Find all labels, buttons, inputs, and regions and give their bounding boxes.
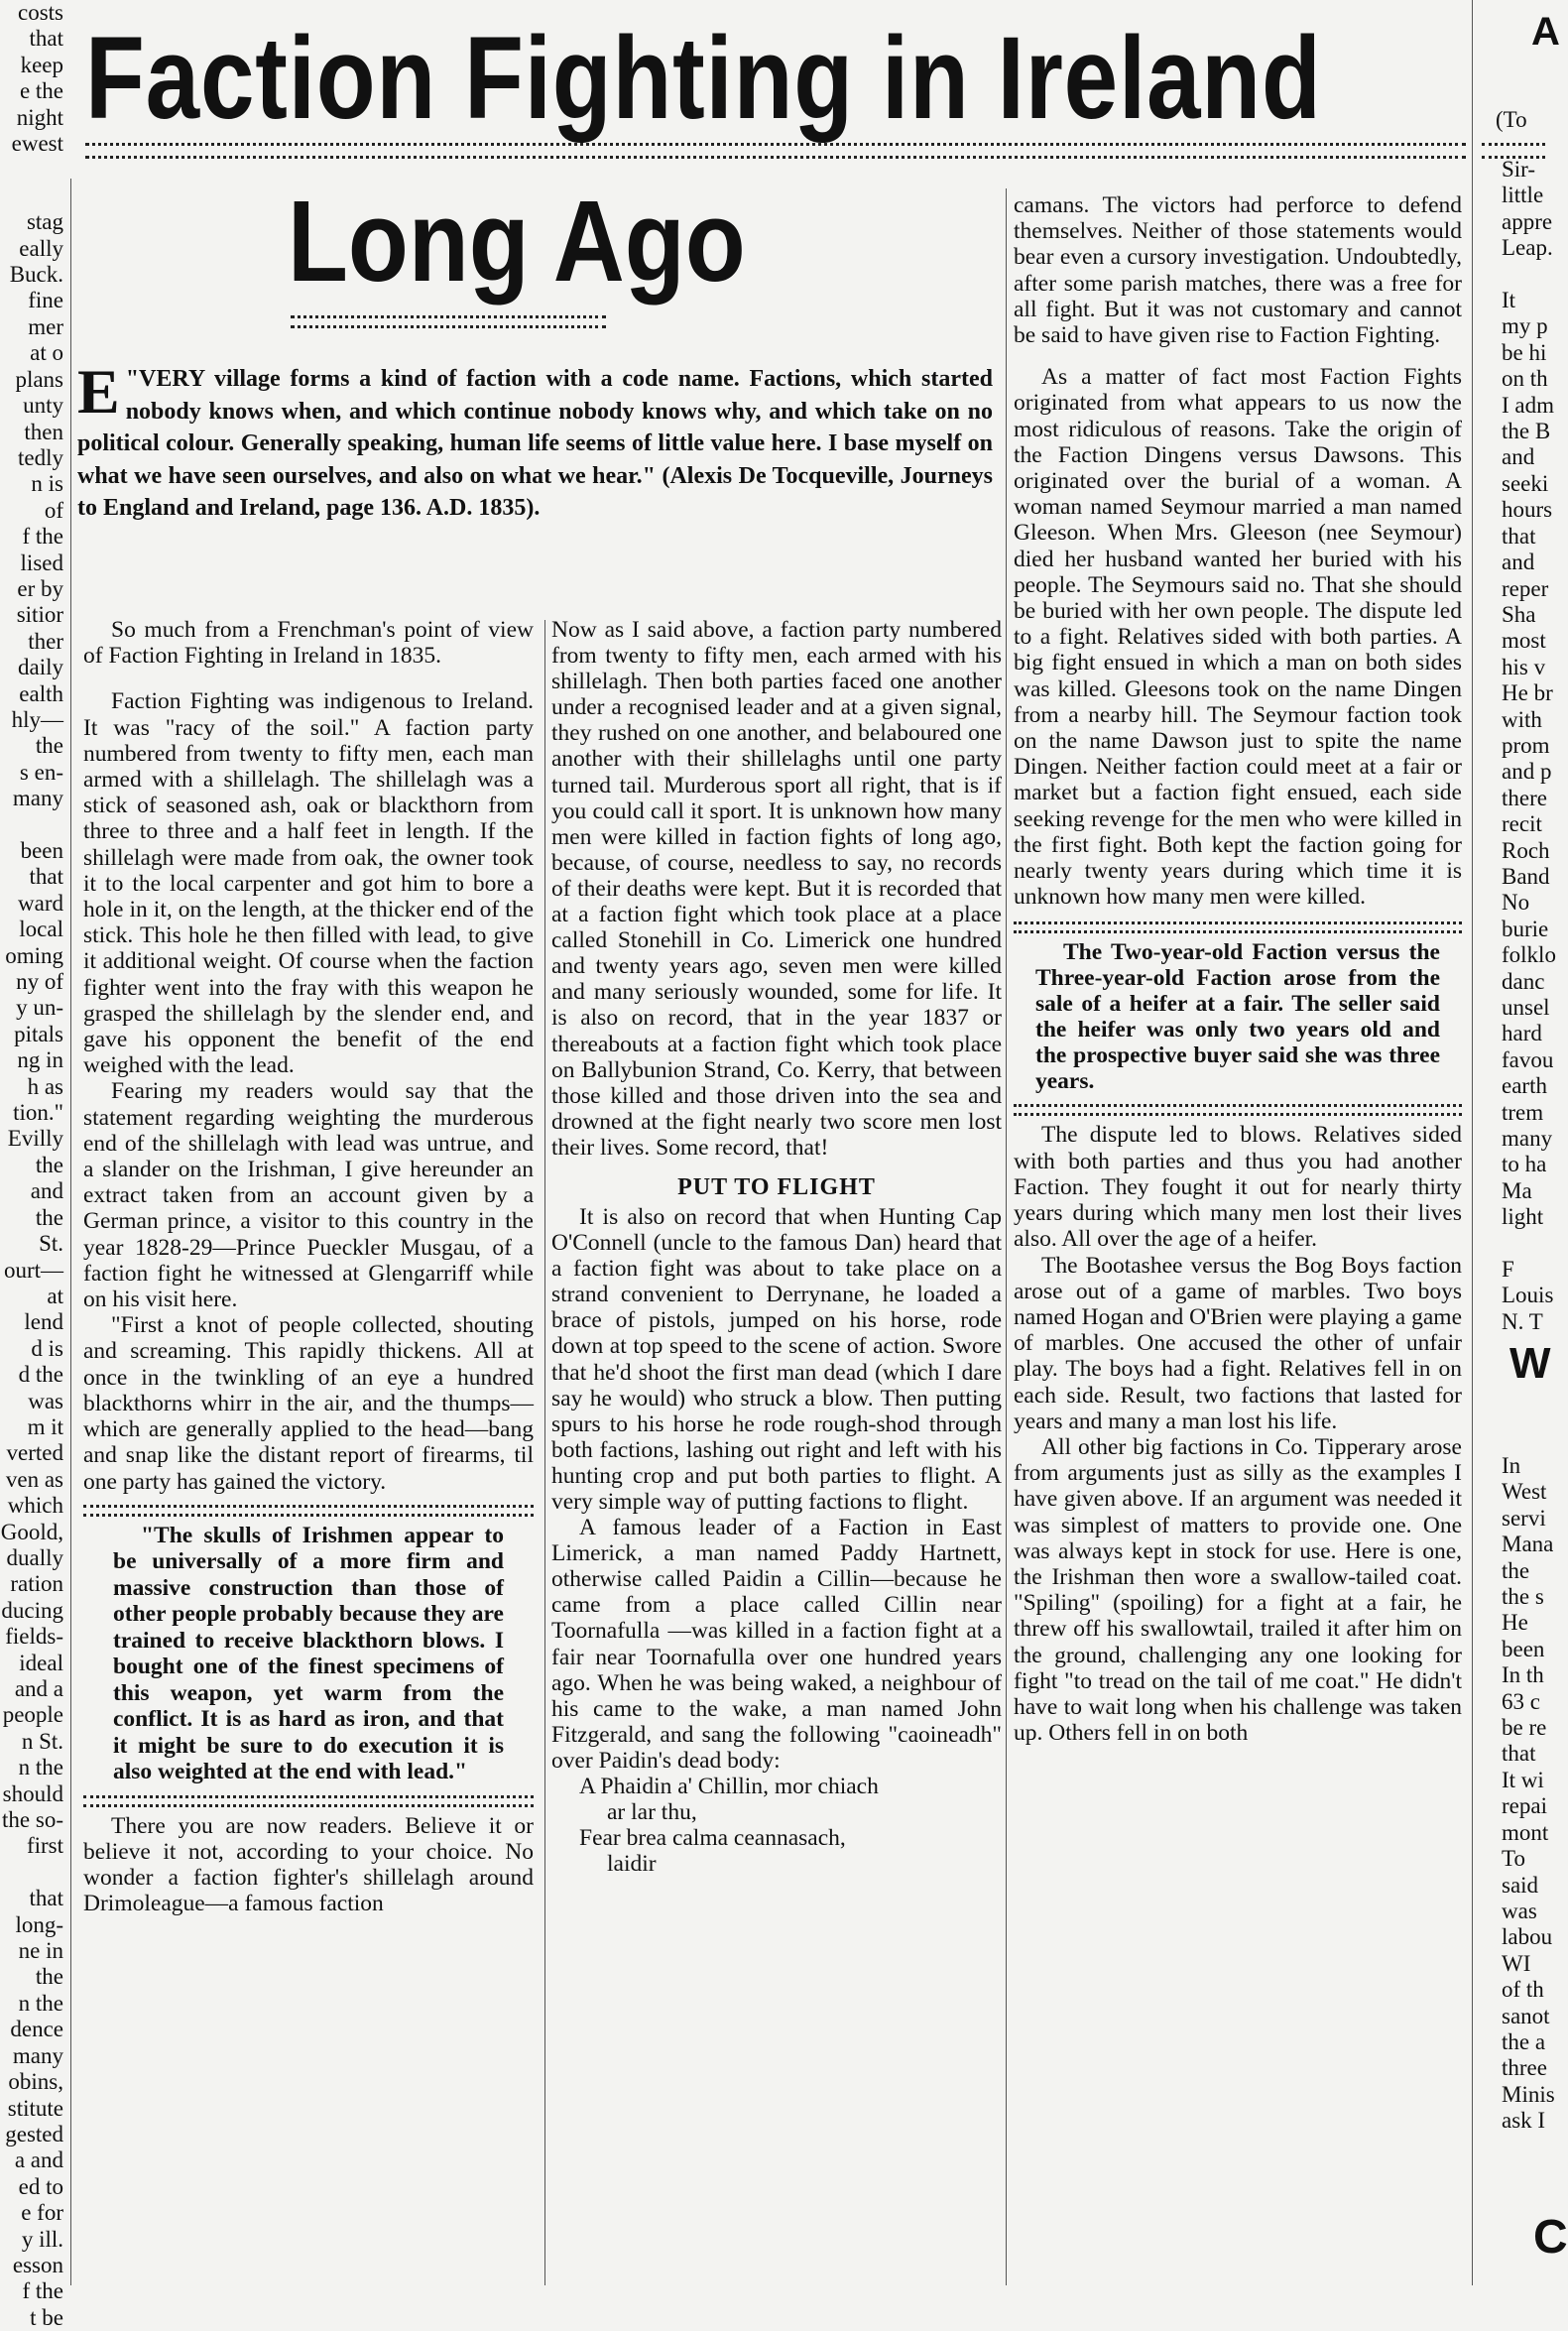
fragment-line: Evilly (7, 1126, 63, 1152)
fragment-line (1502, 1231, 1556, 1257)
fragment-line: lend (24, 1309, 63, 1335)
boxed-paragraph: The Two-year-old Faction versus the Three-year-old Faction arose from the sale of a heifer at a fair. The seller said the heifer was only two years old and the prospective buyer said she was three years. (1035, 939, 1440, 1095)
fragment-line: many (1502, 1126, 1553, 1152)
paragraph: Fearing my readers would say that the statement regarding weighting the murderous end of the shillelagh with lead was untrue, and a slander on the Irishman, I give hereunder an extract taken from an account given by a German prince, a visitor to this country in the year 1828-29—Prince Pueckler Musgau, of a faction fight he witnessed at Glengarriff while on his visit here. (83, 1078, 534, 1313)
fragment-line: people (2, 1702, 63, 1728)
fragment-line: It wi (1502, 1767, 1544, 1792)
fragment-line: Leap. (1502, 235, 1553, 261)
fragment-line: e for (21, 2200, 63, 2226)
fragment-line: hard (1502, 1021, 1542, 1046)
column-rule-2 (1006, 188, 1007, 2285)
paragraph: There you are now readers. Believe it or believe it not, according to your choice. No wonder a faction fighter's shillelagh around Drimoleague—a famous faction (83, 1812, 534, 1917)
fragment-line: daily (18, 655, 63, 680)
intro-quote (77, 356, 994, 633)
fragment-line: favou (1502, 1046, 1554, 1072)
verse-line: Fear brea calma ceannasach, (579, 1825, 846, 1852)
paragraph: Now as I said above, a faction party numbered from twenty to fifty men, each armed with his shillelagh. Then both parties faced one another under a recognised leader and at a given signal, they rushed on one another, and belaboured one another with their shillelaghs until one party turned tail. Murderous sport all right, that is if you could call it sport. It is unknown how many men were killed in faction fights of long ago, because, of course, needless to say, no records of their deaths were kept. But it is recorded that at a faction fight which took place at a place called Stonehill in Co. Limerick one hundred and twenty years ago, seven men were killed and many seriously wounded, some for life. It is also on record, that in the year 1837 or thereabouts at a faction fight which took place on Ballybunion Strand, Co. Kerry, that between those killed and those driven into the sea and drowned at the fight nearly two score men lost their lives. Some record, that! (551, 617, 1002, 1161)
fragment-line: ng in (17, 1047, 63, 1073)
fragment-line: eally (19, 235, 63, 261)
fragment-line: burie (1502, 916, 1549, 941)
fragment-line (0, 812, 63, 838)
fragment-line: lised (20, 550, 63, 575)
fragment-line: many (12, 786, 63, 811)
fragment-line: Roch (1502, 837, 1550, 863)
drop-cap: E (77, 356, 120, 427)
fragment-line: to ha (1502, 1152, 1547, 1177)
fragment-line: n is (31, 471, 63, 497)
fragment-line: danc (1502, 968, 1545, 994)
fragment-line: ducing (1, 1597, 63, 1623)
fragment-line: Goold, (0, 1519, 63, 1544)
fragment-line: be hi (1502, 339, 1547, 365)
fragment-line: a and (14, 2147, 63, 2173)
box-rule-top (1014, 921, 1462, 933)
fragment-line (1502, 262, 1556, 288)
fragment-line: h as (27, 1073, 63, 1099)
fragment-line: the a (1502, 2028, 1546, 2054)
fragment-line: gested (5, 2121, 63, 2147)
fragment-line: Mana (1502, 1532, 1554, 1557)
fragment-line: obins, (8, 2069, 63, 2095)
fragment-line: pitals (14, 1021, 63, 1046)
fragment-line: the s (1502, 1584, 1544, 1610)
fragment-line: St. (39, 1231, 63, 1257)
fragment-line: It (1502, 288, 1516, 313)
fragment-line: first (26, 1833, 63, 1859)
fragment-line: F (1502, 1257, 1514, 1283)
fragment-line (0, 1860, 63, 1886)
fragment-line: there (1502, 785, 1547, 810)
fragment-line: be re (1502, 1715, 1547, 1741)
fragment-line: was (1502, 1898, 1537, 1923)
fragment-line: West (1502, 1479, 1547, 1505)
fragment-line: ed to (18, 2173, 63, 2199)
fragment-line: In th (1502, 1662, 1544, 1688)
fragment-line: recit (1502, 811, 1542, 837)
fragment-line: I adm (1502, 392, 1555, 418)
fragment-line: folklo (1502, 942, 1556, 968)
fragment-line: ideal (19, 1650, 63, 1675)
fragment-line: appre (1502, 208, 1553, 234)
verse-line: laidir (607, 1851, 657, 1878)
paragraph: It is also on record that when Hunting Cap O'Connell (uncle to the famous Dan) heard that a faction fight was about to take place on a strand convenient to Derrynane, he loaded a brace of pistols, jumped on his horse, rode down at top speed to the scene of action. Swore that he'd shoot the first man dead (which I dare say he would) who struck a blow. Then putting spurs to his horse he rode rough-shod through both factions, lashing out right and left with his hunting crop and put both parties to flight. A very simple way of putting factions to flight. (551, 1203, 1002, 1515)
fragment-line: Sha (1502, 601, 1536, 627)
column-1 (83, 617, 534, 2285)
fragment-line: mer (28, 313, 63, 339)
intro-quote-citation: (Alexis De Tocqueville, Journeys to England and Ireland, page 136. A.D. 1835). (77, 462, 994, 521)
fragment-line: keep (20, 52, 63, 77)
fragment-line: of th (1502, 1977, 1544, 2003)
column-rule-1 (544, 620, 545, 2285)
fragment-line: and (30, 1178, 63, 1204)
fragment-line: m it (27, 1413, 63, 1439)
fragment-line: stitute (7, 2095, 63, 2121)
fragment-line: er by (17, 575, 63, 601)
fragment-line: was (28, 1388, 63, 1413)
fragment-line: most (1502, 628, 1546, 654)
paragraph: camans. The victors had perforce to defend themselves. Neither of those statements would bear even a cursory investigation. Undoubtedly, after some parish matches, there was a free for all fight. But it was not customary and cannot be said to have given rise to Faction Fighting. (1014, 192, 1462, 349)
fragment-line: verted (6, 1440, 63, 1466)
fragment-line: f the (22, 2278, 63, 2304)
headline-rule (85, 143, 1466, 159)
box-rule-top (83, 1505, 534, 1517)
fragment-line: ven as (5, 1466, 63, 1492)
fragment-line: ealth (19, 680, 63, 706)
fragment-line: Sir- (1502, 157, 1536, 182)
fragment-line: of (44, 497, 63, 523)
column-3 (1014, 192, 1462, 2285)
fragment-line (0, 184, 63, 209)
fragment-line: n St. (21, 1728, 63, 1754)
fragment-line: that (1502, 1741, 1536, 1767)
fragment-line: my p (1502, 313, 1548, 339)
boxed-quote: "The skulls of Irishmen appear to be universally of a more firm and massive construction than those of other people probably because they are trained to receive blackthorn blows. I bought one of the finest specimens of this weapon, yet warm from the conflict. It is as hard as iron, and that it might be sure to do execution it is also weighted at the end with lead." (113, 1522, 504, 1785)
fragment-line: He (1502, 1610, 1528, 1636)
fragment-line: many (12, 2042, 63, 2068)
fragment-line: mont (1502, 1819, 1549, 1845)
fragment-line: ne in (18, 1938, 63, 1964)
left-margin-fragments (0, 0, 63, 2330)
fragment-line (0, 157, 63, 183)
fragment-line: costs (18, 0, 63, 25)
fragment-line: the so- (2, 1807, 63, 1833)
paragraph: "First a knot of people collected, shouting and screaming. This rapidly thickens. All at once in the twinkling of an eye a hundred blackthorns whirr in the air, and the thumps—which are generally applied to the head—bang and snap like the distant report of firearms, til one party has gained the victory. (83, 1312, 534, 1495)
fragment-line: three (1502, 2055, 1547, 2081)
fragment-line: which (7, 1493, 63, 1519)
fragment-line: Band (1502, 863, 1550, 889)
fragment-line: t be (30, 2304, 63, 2330)
fragment-line: d the (18, 1362, 63, 1388)
intro-quote-text: "VERY village forms a kind of faction with a code name. Factions, which started nobody knows when, and which continue nobody knows why, and which take on no political colour. Generally speaking, human life seems of little value here. I base myself on what we have seen ourselves, and also on what we hear." (77, 366, 993, 489)
fragment-line: plans (15, 366, 63, 392)
fragment-line: ther (28, 628, 63, 654)
fragment-line: fields- (5, 1624, 63, 1650)
subheadline-rule (291, 315, 606, 328)
fragment-line: n the (18, 1755, 63, 1780)
column-2 (551, 617, 1002, 2285)
fragment-line: the (35, 733, 63, 759)
fragment-line: the (35, 1152, 63, 1177)
fragment-letter: C (1533, 2211, 1568, 2264)
fragment-line: No (1502, 890, 1530, 916)
fragment-line: sanot (1502, 2003, 1550, 2028)
fragment-line: ewest (11, 131, 63, 157)
fragment-line: 63 c (1502, 1688, 1540, 1714)
verse-line: ar lar thu, (607, 1799, 697, 1826)
fragment-line: and a (14, 1676, 63, 1701)
fragment-line: stag (26, 209, 63, 235)
fragment-line: ny of (16, 969, 63, 995)
fragment-line: said (1502, 1872, 1539, 1898)
fragment-line: long- (15, 1911, 63, 1937)
fragment-line: repai (1502, 1793, 1547, 1819)
fragment-line: ask I (1502, 2108, 1546, 2134)
column-rule-left (70, 179, 71, 2285)
fragment-line: that (1502, 523, 1536, 549)
fragment-line: been (1502, 1636, 1545, 1661)
fragment-line: Ma (1502, 1177, 1532, 1203)
fragment-line: his v (1502, 654, 1546, 679)
fragment-line: been (20, 838, 63, 863)
fragment-line: dually (6, 1544, 63, 1570)
fragment-line: N. T (1502, 1308, 1543, 1334)
fragment-line: on th (1502, 366, 1548, 392)
fragment-line: n the (18, 1990, 63, 2016)
fragment-line: earth (1502, 1073, 1547, 1099)
fragment-line: at (47, 1283, 63, 1308)
fragment-line: tedly (18, 444, 63, 470)
paragraph: Faction Fighting was indigenous to Ireland. It was "racy of the soil." A faction party numbered from twenty to fifty men, each man armed with a shillelagh. The shillelagh was a stick of seasoned ash, oak or blackthorn from three to three and a half feet in length. If the shillelagh were made from oak, the owner took it to the local carpenter and got him to bore a hole in it, on the length, at the thicker end of the stick. This hole he then filled with lead, to give it additional weight. Of course when the faction fighter went into the fray with this weapon he grasped the shillelagh by the slender end, and gave his opponent the benefit of the end weighed with the lead. (83, 688, 534, 1079)
fragment-heading: W (1509, 1339, 1551, 1388)
fragment-line: ward (18, 890, 63, 916)
fragment-line: then (24, 419, 63, 444)
fragment-line: oming (5, 942, 63, 968)
fragment-line: the (1502, 1557, 1530, 1583)
headline: Faction Fighting in Ireland (85, 13, 1322, 144)
fragment-line: night (16, 104, 63, 130)
fragment-line: He br (1502, 680, 1553, 706)
right-margin-fragments (1482, 0, 1568, 2285)
fragment-line: light (1502, 1204, 1544, 1230)
fragment-line: prom (1502, 732, 1550, 758)
fragment-line: with (1502, 706, 1542, 732)
fragment-line: hly— (11, 706, 63, 732)
fragment-line: d is (31, 1335, 63, 1361)
fragment-line: In (1502, 1453, 1521, 1478)
fragment-line: (To (1496, 107, 1527, 132)
fragment-line: y ill. (21, 2226, 63, 2252)
fragment-line: trem (1502, 1099, 1544, 1125)
paragraph: A famous leader of a Faction in East Limerick, a man named Paddy Hartnett, otherwise called Paidin a Cillin—because he came from a place called Cillin near Toornafulla —was killed in a faction fight at a fair near Toornafulla over one hundred years ago. When he was being waked, a neighbour of his came to the wake, a man named John Fitzgerald, and sang the following "caoineadh" over Paidin's dead body: (551, 1515, 1002, 1774)
fragment-line: the B (1502, 419, 1551, 444)
section-heading: PUT TO FLIGHT (677, 1173, 876, 1200)
fragment-line: To (1502, 1846, 1525, 1872)
fragment-line: e the (19, 78, 63, 104)
fragment-line: unty (23, 393, 63, 419)
paragraph: The dispute led to blows. Relatives sided with both parties and thus you had another Faction. They fought it out for nearly thirty years during which many men lost their lives also. All over the age of a heifer. (1014, 1122, 1462, 1253)
fragment-line: ourt— (3, 1257, 63, 1283)
paragraph: As a matter of fact most Faction Fights originated from what appears to us now the most ridiculous of reasons. Take the origin of the Faction Dingens versus Dawsons. This originated over the burial of a woman. A woman named Seymour married a man named Gleeson. When Mrs. Gleeson (nee Seymour) died her husband wanted her buried with his people. The Seymours said no. That she should be buried with her own people. The dispute led to a fight. Relatives sided with both parties. A big fight ensued in which a man on both sides was killed. Gleesons took on the name Dingen from a nearby hill. The Seymour faction took on the name Dawson just to spite the name Dingen. Neither faction could meet at a fair or market but a faction fight ensued, each side seeking revenge for the men who were killed in the first fight. Both kept the faction going for nearly twenty years during which time it is unknown how many men were killed. (1014, 364, 1462, 911)
fragment-line: seeki (1502, 470, 1549, 496)
paragraph: The Bootashee versus the Bog Boys faction arose out of a game of marbles. Two boys named Hogan and O'Brien were playing a game of marbles. One accused the other of unfair play. The boys had a fight. Relatives fell in on each side. Result, two factions that lasted for years and many a man lost his life. (1014, 1252, 1462, 1434)
fragment-line: the (35, 1204, 63, 1230)
fragment-line: that (29, 864, 63, 890)
fragment-line: and (1502, 444, 1535, 470)
fragment-line: fine (28, 288, 63, 313)
fragment-line: and (1502, 550, 1535, 575)
verse-line: A Phaidin a' Chillin, mor chiach (579, 1774, 879, 1800)
fragment-line: servi (1502, 1505, 1546, 1531)
paragraph: So much from a Frenchman's point of view of Faction Fighting in Ireland in 1835. (83, 617, 534, 670)
fragment-line: s en- (19, 759, 63, 785)
fragment-line: little (1502, 183, 1544, 208)
fragment-line: that (29, 1886, 63, 1911)
fragment-line: reper (1502, 575, 1549, 601)
fragment-line: Louis (1502, 1283, 1554, 1308)
subheadline: Long Ago (288, 177, 746, 306)
fragment-line: hours (1502, 497, 1553, 523)
fragment-line: that (29, 26, 63, 52)
fragment-line: ration (10, 1571, 63, 1597)
fragment-line: tion." (13, 1100, 63, 1126)
box-rule-bottom (1014, 1104, 1462, 1116)
fragment-line: at o (30, 340, 63, 366)
fragment-line: the (35, 1964, 63, 1990)
fragment-line: local (19, 917, 63, 942)
fragment-line: WI (1502, 1950, 1531, 1976)
fragment-line: sitior (16, 602, 63, 628)
column-rule-3 (1472, 0, 1473, 2285)
fragment-line: Buck. (9, 262, 63, 288)
fragment-line: and p (1502, 759, 1552, 785)
fragment-line: Minis (1502, 2081, 1555, 2107)
fragment-line: esson (12, 2252, 63, 2277)
fragment-letter: A (1531, 10, 1560, 54)
fragment-line: labou (1502, 1924, 1553, 1950)
box-rule-bottom (83, 1795, 534, 1807)
fragment-line: dence (10, 2017, 63, 2042)
fragment-line: unsel (1502, 995, 1550, 1020)
paragraph: All other big factions in Co. Tipperary arose from arguments just as silly as the examples I have given above. If an argument was needed it was simplest of matters to provide one. One was always kept in stock for use. Here is one, the Irishman then wore a swallow-tailed coat. "Spiling" (spoiling) for a fight at a fair, he threw off his swallowtail, trailed it after him on the ground, challenging any one looking for fight "to tread on the tail of me coat." He didn't have to wait long when his challenge was taken up. Others fell in on both (1014, 1433, 1462, 1747)
fragment-line: f the (22, 524, 63, 550)
fragment-line: should (2, 1780, 63, 1806)
fragment-line: y un- (16, 995, 63, 1021)
